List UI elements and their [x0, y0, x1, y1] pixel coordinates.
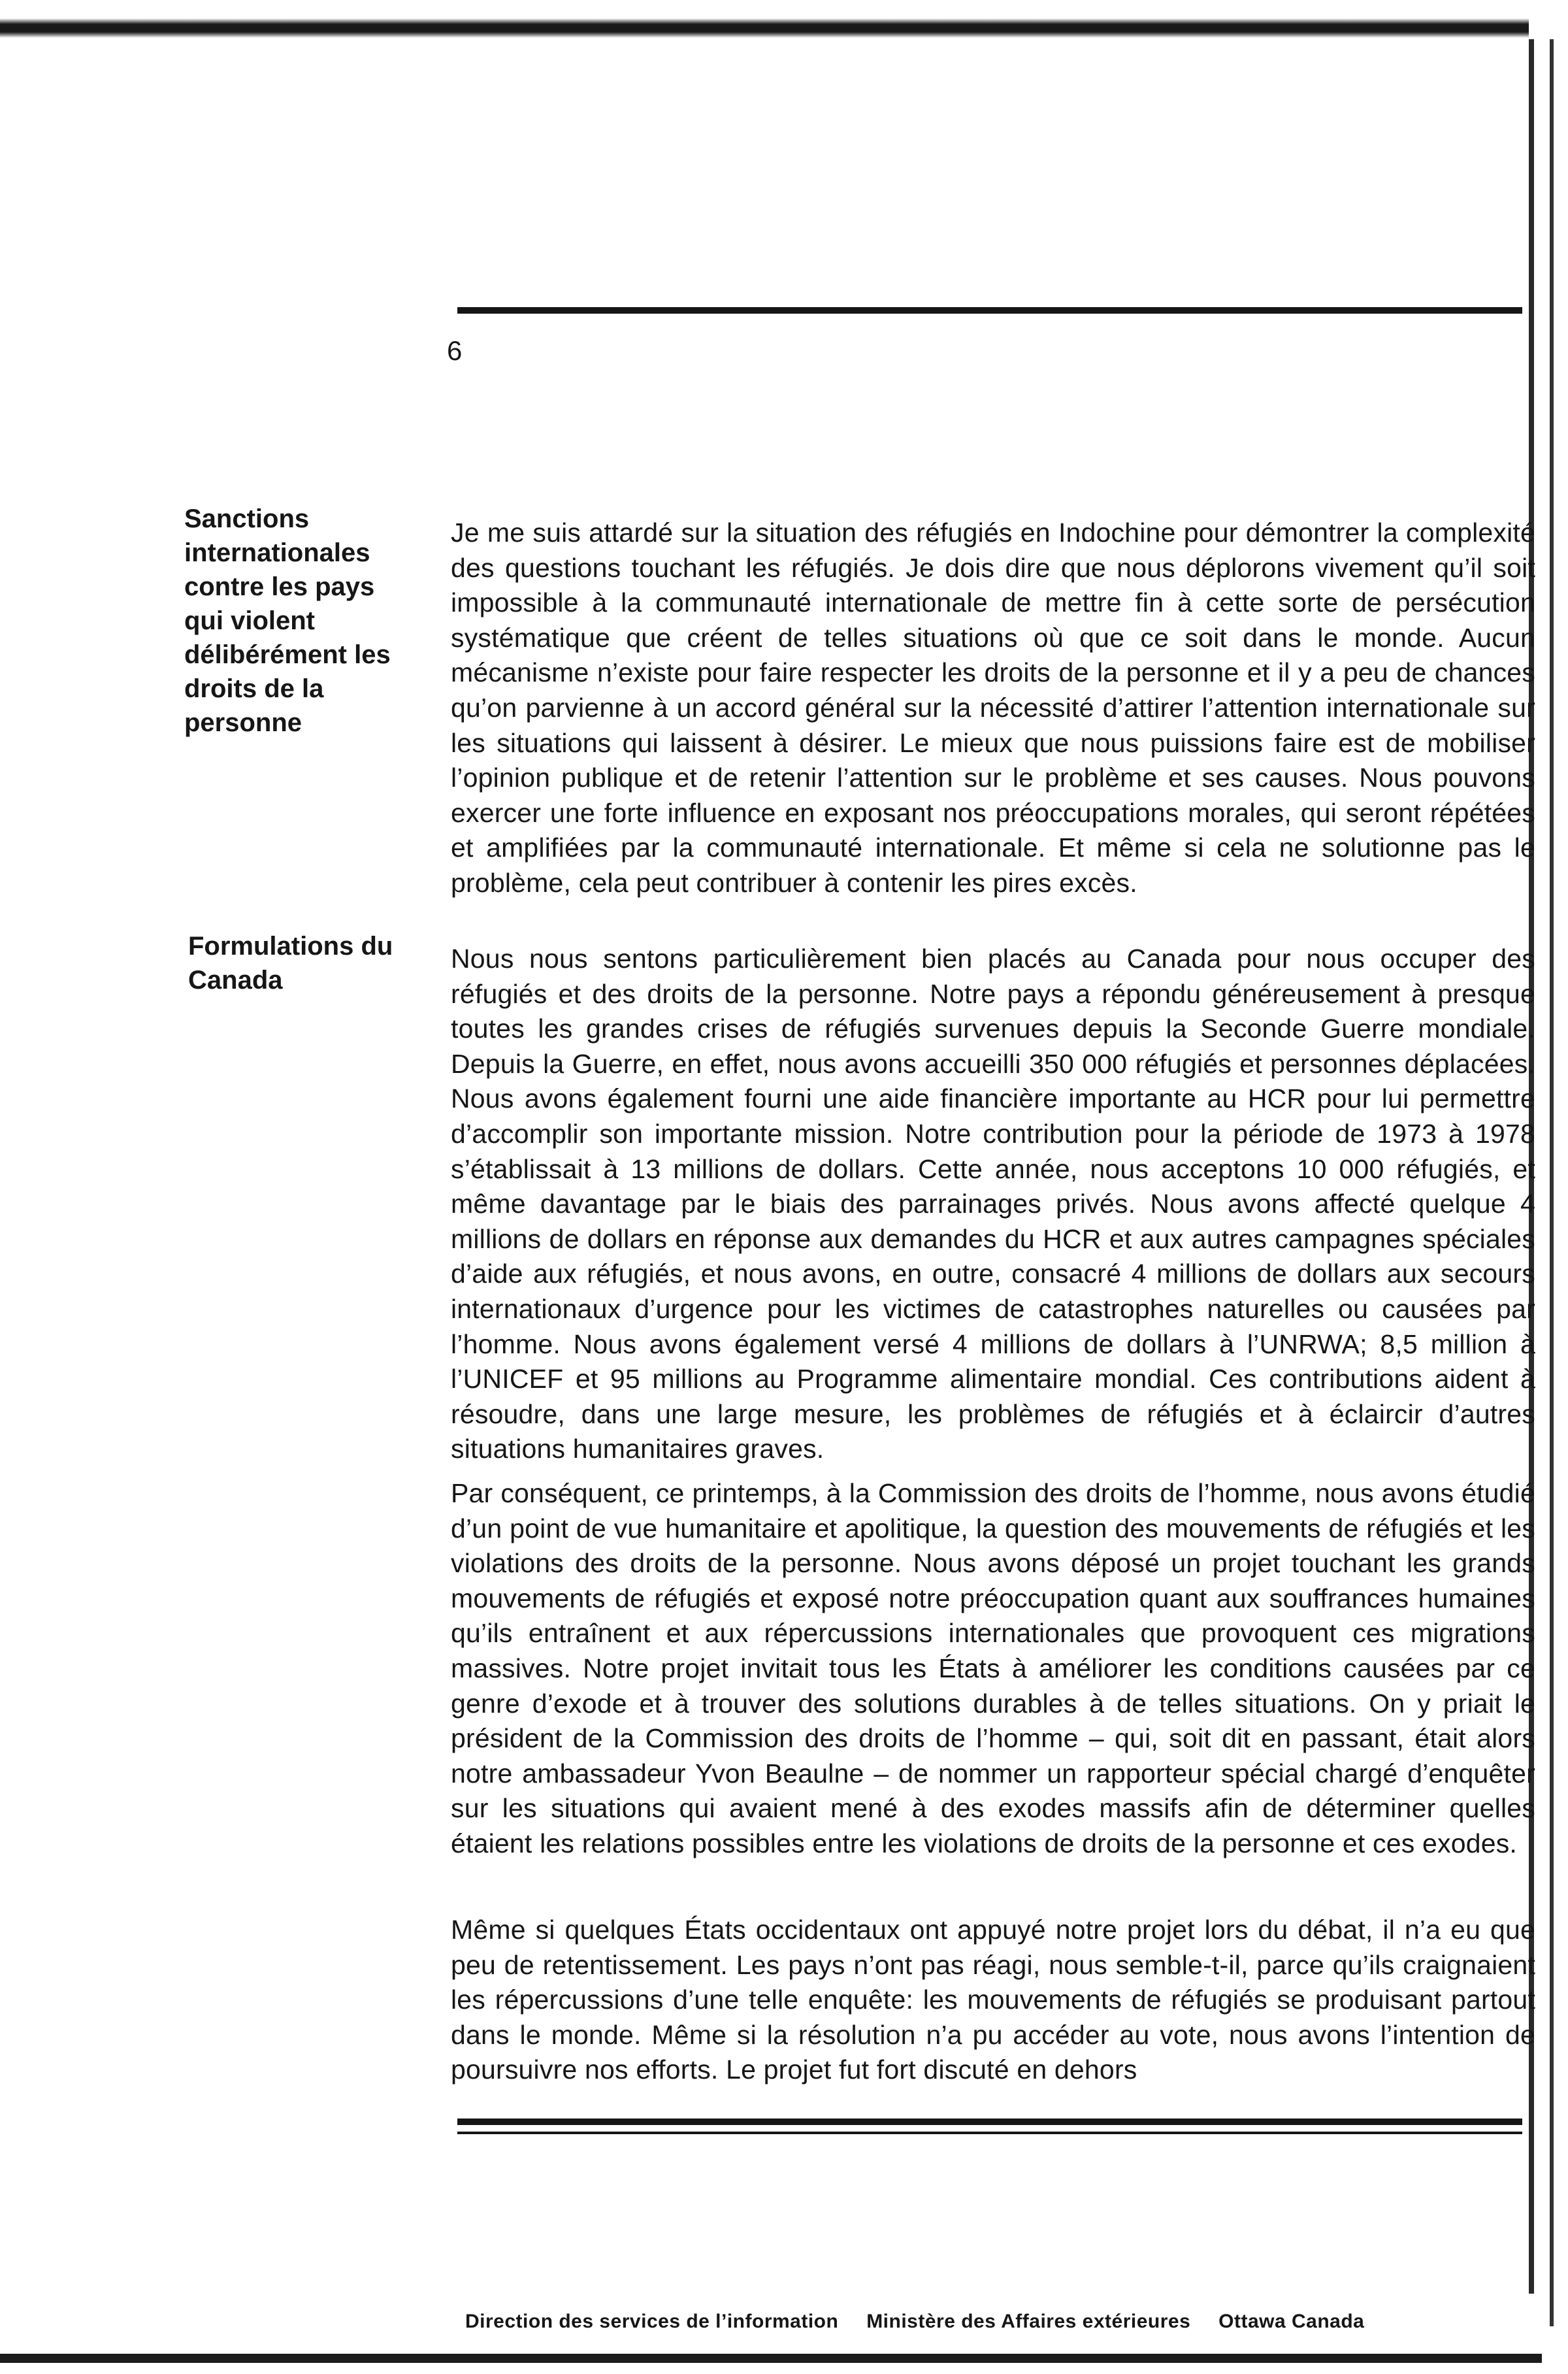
footer-city: Ottawa Canada [1218, 2311, 1365, 2332]
scan-border-right-outer [1550, 39, 1554, 2326]
sidebar-heading-formulations: Formulations du Canada [188, 932, 393, 995]
footer-department: Direction des services de l’information [465, 2311, 839, 2332]
footer-rule [457, 2118, 1522, 2125]
body-paragraph: Je me suis attardé sur la situation des réfugiés en Indochine pour démontrer la complexité des questions touchant les réfugiés. Je dois dire que nous déplorons vivement qu’il soit impossible à la communauté internationale de mettre fin à cette sorte de persécution systématique que créent de telles situations où que ce soit dans le monde. Aucun mécanisme n’existe pour faire respecter les droits de la personne et il y a peu de chances qu’on parvienne à un accord général sur la nécessité d’attirer l’attention internationale sur les situations qui laissent à désirer. Le mieux que nous puissions faire est de mobiliser l’opinion publique et de retenir l’attention sur le problème et ses causes. Nous pouvons exercer une forte influence en exposant nos préoccupations morales, qui seront répétées et amplifiées par la communauté internationale. Et même si cela ne solutionne pas le problème, cela peut contribuer à contenir les pires excès. [451, 518, 1535, 898]
scan-border-bottom [0, 2354, 1542, 2363]
page-number: 6 [447, 335, 463, 366]
footer-rule-thin [457, 2132, 1522, 2134]
scan-border-top [0, 18, 1529, 38]
footer-imprint [465, 2311, 1386, 2333]
body-paragraph: Nous nous sentons particulièrement bien placés au Canada pour nous occuper des réfugiés et des droits de la personne. Notre pays a répondu généreusement à presque toutes les grandes crises de réfugiés survenues depuis la Seconde Guerre mondiale. Depuis la Guerre, en effet, nous avons accueilli 350 000 réfugiés et personnes déplacées. Nous avons également fourni une aide financière importante au HCR pour lui permettre d’accomplir son importante mission. Notre contribution pour la période de 1973 à 1978 s’établissait à 13 millions de dollars. Cette année, nous acceptons 10 000 réfugiés, et même davantage par le biais des parrainages privés. Nous avons affecté quelque 4 millions de dollars en réponse aux demandes du HCR et aux autres campagnes spéciales d’aide aux réfugiés, et nous avons, en outre, consacré 4 millions de dollars aux secours internationaux d’urgence pour les victimes de catastrophes naturelles ou causées par l’homme. Nous avons également versé 4 millions de dollars à l’UNRWA; 8,5 million à l’UNICEF et 95 millions au Programme alimentaire mondial. Ces contributions aident à résoudre, dans une large mesure, les problèmes de réfugiés et à éclaircir d’autres situations humanitaires graves. [451, 944, 1535, 1464]
footer-ministry: Ministère des Affaires extérieures [866, 2311, 1191, 2332]
body-paragraph: Même si quelques États occidentaux ont appuyé notre projet lors du débat, il n’a eu que peu de retentissement. Les pays n’ont pas réagi, nous semble-t-il, parce qu’ils craignaient les répercussions d’une telle enquête: les mouvements de réfugiés se produisant partout dans le monde. Même si la résolution n’a pu accéder au vote, nous avons l’intention de poursuivre nos efforts. Le projet fut fort discuté en dehors [451, 1915, 1535, 2085]
body-paragraph: Par conséquent, ce printemps, à la Commission des droits de l’homme, nous avons étudié d’un point de vue humanitaire et apolitique, la question des mouvements de réfugiés et les violations des droits de la personne. Nous avons déposé un projet touchant les grands mouvements de réfugiés et exposé notre préoccupation quant aux souffrances humaines qu’ils entraînent et aux répercussions internationales que provoquent ces migrations massives. Notre projet invitait tous les États à améliorer les conditions causées par ce genre d’exode et à trouver des solutions durables à de telles situations. On y priait le président de la Commission des droits de l’homme – qui, soit dit en passant, était alors notre ambassadeur Yvon Beaulne – de nommer un rapporteur spécial chargé d’enquêter sur les situations qui avaient mené à des exodes massifs afin de déterminer quelles étaient les relations possibles entre les violations de droits de la personne et ces exodes. [451, 1478, 1535, 1858]
sidebar-heading-sanctions: Sanctions internationales contre les pays qui violent délibérément les droits de la personne [184, 504, 391, 737]
header-rule [457, 307, 1522, 314]
